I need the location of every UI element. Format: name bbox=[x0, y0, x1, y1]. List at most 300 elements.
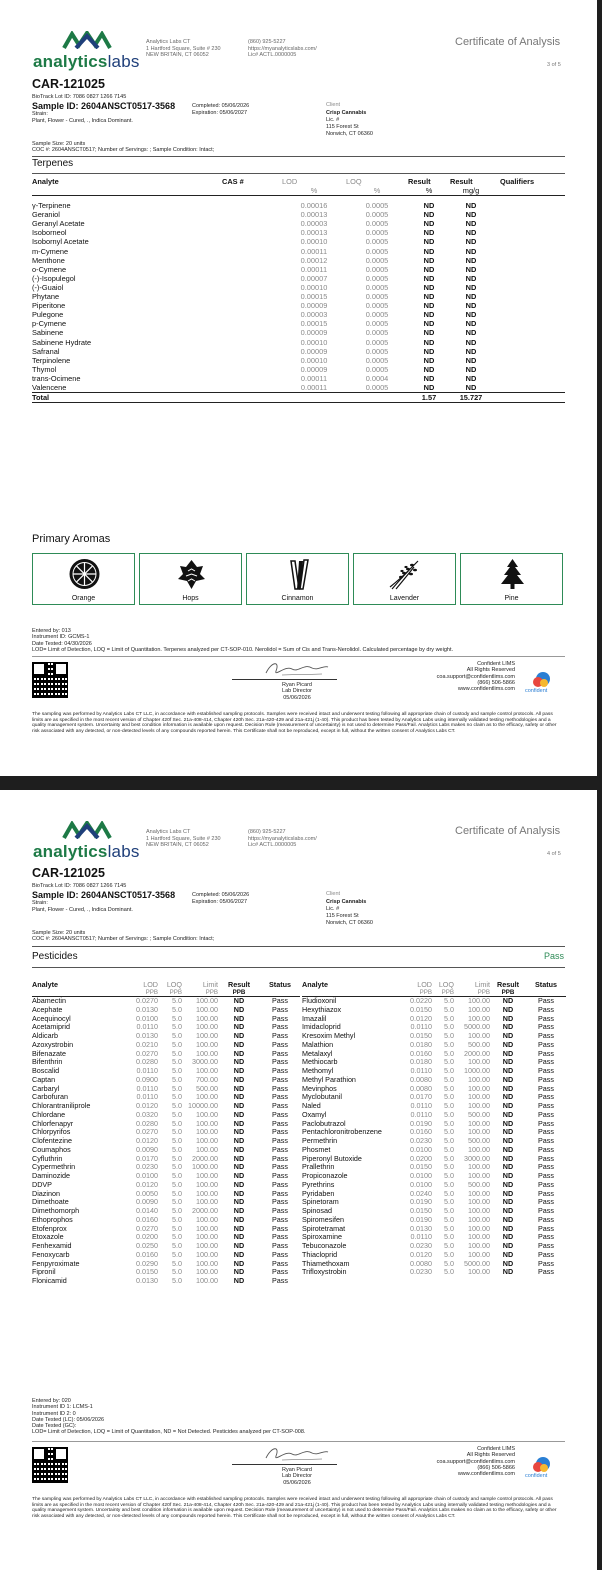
pesticide-analyte: Fipronil bbox=[32, 1267, 56, 1277]
pesticide-row bbox=[32, 1225, 300, 1234]
pesticide-lod: 0.0130 bbox=[136, 1276, 158, 1285]
section-rule bbox=[32, 946, 565, 947]
terpene-result-mg: ND bbox=[465, 273, 477, 283]
terpene-cas bbox=[222, 292, 282, 301]
terpene-analyte: Pulegone bbox=[32, 310, 64, 320]
pesticide-limit: 100.00 bbox=[468, 1171, 490, 1180]
pine-tree-icon bbox=[461, 557, 564, 591]
pesticide-lod: 0.0280 bbox=[136, 1057, 158, 1067]
pesticide-loq: 5.0 bbox=[444, 1267, 454, 1277]
terpene-row bbox=[32, 347, 565, 356]
pesticide-status: Pass bbox=[538, 1066, 554, 1075]
pesticide-row bbox=[302, 1242, 566, 1251]
pesticide-result: ND bbox=[233, 1223, 245, 1233]
confident-email[interactable]: coa.support@confidentlims.com bbox=[436, 1458, 515, 1465]
pesticide-loq: 5.0 bbox=[172, 1232, 182, 1242]
terpene-result-pct: ND bbox=[423, 282, 435, 292]
terpene-result-mg: ND bbox=[465, 210, 477, 220]
pesticide-limit: 100.00 bbox=[468, 1013, 490, 1023]
pesticide-lod: 0.0200 bbox=[410, 1153, 432, 1163]
pesticide-lod: 0.0110 bbox=[410, 1101, 432, 1110]
terpene-analyte: trans-Ocimene bbox=[32, 373, 81, 383]
terpene-row bbox=[32, 256, 565, 265]
terpene-result-mg: ND bbox=[465, 228, 477, 238]
terpene-loq: 0.0005 bbox=[365, 201, 389, 211]
confident-web[interactable]: www.confidentlims.com bbox=[457, 1471, 515, 1478]
pesticide-loq: 5.0 bbox=[172, 1188, 182, 1198]
pesticide-loq: 5.0 bbox=[172, 1214, 182, 1224]
certificate-title: Certificate of Analysis bbox=[455, 36, 561, 48]
pesticide-row bbox=[32, 1058, 300, 1067]
company-address-2: NEW BRITAIN, CT 06052 bbox=[146, 842, 209, 848]
pesticide-analyte: Azoxystrobin bbox=[32, 1039, 74, 1049]
terpene-cas bbox=[222, 265, 282, 274]
pesticide-row bbox=[32, 1050, 300, 1059]
pesticide-lod: 0.0270 bbox=[136, 1127, 158, 1137]
pesticide-loq: 5.0 bbox=[172, 1083, 182, 1093]
page-number: 4 of 5 bbox=[547, 851, 561, 857]
pesticide-loq: 5.0 bbox=[172, 1197, 182, 1207]
pesticide-row bbox=[32, 1277, 300, 1286]
col-analyte: Analyte bbox=[32, 980, 58, 989]
terpene-cas bbox=[222, 301, 282, 310]
pesticide-loq: 5.0 bbox=[444, 1039, 454, 1049]
pesticide-row bbox=[32, 1233, 300, 1242]
pesticide-loq: 5.0 bbox=[444, 1258, 454, 1268]
pesticide-lod: 0.0130 bbox=[136, 1004, 158, 1014]
terpene-row bbox=[32, 365, 565, 374]
pesticide-limit: 100.00 bbox=[468, 1101, 490, 1110]
col-result: Result bbox=[228, 980, 250, 989]
terpene-lod: 0.00015 bbox=[300, 319, 328, 329]
terpene-result-mg: ND bbox=[465, 328, 477, 338]
pesticide-row bbox=[32, 1128, 300, 1137]
pesticide-result: ND bbox=[502, 1258, 514, 1268]
aroma-cinnamon bbox=[246, 553, 349, 605]
terpene-qualifiers bbox=[492, 292, 565, 301]
terpene-result-mg: ND bbox=[465, 255, 477, 265]
pesticide-analyte: Cyfluthrin bbox=[32, 1153, 63, 1163]
pesticide-loq: 5.0 bbox=[172, 1241, 182, 1250]
col-status: Status bbox=[535, 980, 557, 989]
col-qualifiers: Qualifiers bbox=[500, 177, 535, 186]
terpene-result-mg: ND bbox=[465, 319, 477, 329]
terpene-result-pct: ND bbox=[423, 210, 435, 220]
terpene-loq: 0.0005 bbox=[365, 210, 389, 220]
terpene-analyte: Isobornyl Acetate bbox=[32, 237, 89, 247]
terpene-qualifiers bbox=[492, 247, 565, 256]
pesticide-analyte: Malathion bbox=[302, 1039, 334, 1049]
pesticide-result: ND bbox=[233, 1179, 245, 1189]
terpene-row bbox=[32, 210, 565, 219]
pesticide-status: Pass bbox=[538, 1013, 554, 1023]
pesticide-lod: 0.0180 bbox=[410, 1057, 432, 1067]
pesticide-analyte: Spiroxamine bbox=[302, 1232, 342, 1242]
pesticide-analyte: Chlorantraniliprole bbox=[32, 1101, 91, 1110]
pesticide-limit: 1000.00 bbox=[464, 1066, 490, 1075]
client-address-2: Norwich, CT 06360 bbox=[326, 131, 373, 137]
pesticide-limit: 1000.00 bbox=[192, 1162, 218, 1172]
date-tested: Date Tested: 04/30/2026 bbox=[32, 640, 92, 647]
client-address-1: 115 Forest St bbox=[326, 124, 359, 130]
pesticide-status: Pass bbox=[272, 1214, 288, 1224]
terpene-cas bbox=[222, 365, 282, 374]
terpene-qualifiers bbox=[492, 365, 565, 374]
pesticide-status: Pass bbox=[272, 1241, 288, 1250]
pesticide-limit: 100.00 bbox=[468, 1162, 490, 1172]
pesticide-limit: 2000.00 bbox=[464, 1048, 490, 1058]
pesticide-limit: 5000.00 bbox=[464, 1022, 490, 1032]
terpene-analyte: Phytane bbox=[32, 292, 60, 302]
pesticide-analyte: Abamectin bbox=[32, 996, 66, 1005]
pesticide-result: ND bbox=[233, 1188, 245, 1198]
pesticide-lod: 0.0090 bbox=[136, 1197, 158, 1207]
pesticide-result: ND bbox=[233, 996, 245, 1005]
pesticide-lod: 0.0230 bbox=[410, 1267, 432, 1277]
pesticide-limit: 100.00 bbox=[196, 1223, 218, 1233]
confident-rights: All Rights Reserved bbox=[466, 1452, 515, 1459]
pesticide-status: Pass bbox=[538, 1197, 554, 1207]
pesticide-row bbox=[302, 997, 566, 1006]
pesticide-status: Pass bbox=[538, 996, 554, 1005]
terpene-analyte: Sabinene bbox=[32, 328, 64, 338]
pesticide-limit: 2000.00 bbox=[192, 1206, 218, 1215]
pesticide-loq: 5.0 bbox=[172, 1136, 182, 1145]
pesticide-loq: 5.0 bbox=[172, 1013, 182, 1023]
terpene-qualifiers bbox=[492, 328, 565, 337]
terpene-analyte: o-Cymene bbox=[32, 264, 67, 274]
terpene-row bbox=[32, 265, 565, 274]
confident-email[interactable]: coa.support@confidentlims.com bbox=[436, 673, 515, 680]
confident-rights: All Rights Reserved bbox=[466, 667, 515, 674]
pesticide-result: ND bbox=[233, 1101, 245, 1110]
pesticide-limit: 100.00 bbox=[468, 1004, 490, 1014]
pesticide-row bbox=[302, 1050, 566, 1059]
pesticide-row bbox=[32, 1146, 300, 1155]
qr-code-icon[interactable] bbox=[32, 662, 68, 698]
terpene-qualifiers bbox=[492, 319, 565, 328]
terpene-cas bbox=[222, 310, 282, 319]
pesticide-lod: 0.0160 bbox=[136, 1214, 158, 1224]
terpene-cas bbox=[222, 237, 282, 246]
terpene-loq: 0.0005 bbox=[365, 237, 389, 247]
pesticide-analyte: Aldicarb bbox=[32, 1031, 58, 1040]
col-loq: LOQ bbox=[346, 177, 362, 186]
pesticide-limit: 100.00 bbox=[196, 1188, 218, 1198]
aroma-lavender bbox=[353, 553, 456, 605]
terpene-qualifiers bbox=[492, 310, 565, 319]
pesticide-result: ND bbox=[502, 1031, 514, 1040]
col-limit: Limit bbox=[474, 980, 490, 989]
terpene-loq: 0.0005 bbox=[365, 264, 389, 274]
pesticides-table-left bbox=[32, 980, 300, 1286]
pesticide-analyte: Chlordane bbox=[32, 1109, 66, 1119]
pesticide-lod: 0.0130 bbox=[410, 1223, 432, 1233]
biotrack-id: BioTrack Lot ID: 7086 0827 1266 7145 bbox=[32, 94, 127, 100]
company-name: Analytics Labs CT bbox=[146, 39, 191, 45]
terpene-cas bbox=[222, 347, 282, 356]
pesticide-lod: 0.0080 bbox=[410, 1258, 432, 1268]
terpene-qualifiers bbox=[492, 219, 565, 228]
contact-block bbox=[248, 829, 317, 849]
confident-phone: (866) 506-5866 bbox=[477, 679, 515, 686]
terpene-loq: 0.0004 bbox=[365, 373, 389, 383]
client-address-1: 115 Forest St bbox=[326, 913, 359, 919]
terpene-qualifiers bbox=[492, 347, 565, 356]
pesticide-result: ND bbox=[233, 1144, 245, 1154]
pesticide-lod: 0.0170 bbox=[410, 1092, 432, 1102]
pesticide-loq: 5.0 bbox=[172, 1276, 182, 1285]
signature-line bbox=[232, 679, 337, 680]
terpene-qualifiers bbox=[492, 301, 565, 310]
pesticide-result: ND bbox=[233, 1136, 245, 1145]
pesticide-analyte: Thiacloprid bbox=[302, 1249, 338, 1259]
pesticide-row bbox=[302, 1041, 566, 1050]
pesticide-analyte: Carbaryl bbox=[32, 1083, 60, 1093]
pesticide-status: Pass bbox=[272, 1004, 288, 1014]
terpene-analyte: Sabinene Hydrate bbox=[32, 337, 92, 347]
pesticide-loq: 5.0 bbox=[172, 1206, 182, 1215]
terpene-lod: 0.00003 bbox=[300, 310, 328, 320]
test-meta bbox=[32, 628, 453, 653]
section-rule bbox=[32, 173, 565, 174]
pesticide-result: ND bbox=[502, 1206, 514, 1215]
pesticide-analyte: Etofenprox bbox=[32, 1223, 67, 1233]
total-label: Total bbox=[32, 393, 50, 403]
terpene-cas bbox=[222, 210, 282, 219]
pesticide-analyte: Chlorfenapyr bbox=[32, 1118, 74, 1128]
pesticide-limit: 100.00 bbox=[196, 1109, 218, 1119]
pesticide-row bbox=[302, 1058, 566, 1067]
terpene-lod: 0.00010 bbox=[300, 237, 328, 247]
pesticide-analyte: Paclobutrazol bbox=[302, 1118, 346, 1128]
date-tested-lc: Date Tested (LC): 05/06/2026 bbox=[32, 1416, 105, 1423]
terpene-row bbox=[32, 383, 565, 393]
pesticide-analyte: Metalaxyl bbox=[302, 1048, 333, 1058]
unit-loq: % bbox=[373, 186, 381, 195]
terpene-row bbox=[32, 283, 565, 292]
terpene-cas bbox=[222, 274, 282, 283]
pesticide-limit: 100.00 bbox=[196, 1197, 218, 1207]
pesticide-analyte: Myclobutanil bbox=[302, 1092, 342, 1102]
terpene-cas bbox=[222, 319, 282, 328]
lod-note: LOD= Limit of Detection, LOQ = Limit of Quantitation. Terpenes analyzed per CT-SOP-010. Nerolidol = Sum of Cis and Trans-Nerolidol. Calculated percentage by dry weight. bbox=[32, 646, 454, 653]
pesticide-row bbox=[32, 1015, 300, 1024]
client-label: Client bbox=[326, 102, 341, 108]
terpene-qualifiers bbox=[492, 274, 565, 283]
pesticide-row bbox=[302, 1268, 566, 1277]
pesticide-lod: 0.0250 bbox=[136, 1241, 158, 1250]
pesticide-limit: 100.00 bbox=[468, 1144, 490, 1154]
pesticide-limit: 100.00 bbox=[468, 1031, 490, 1040]
terpene-lod: 0.00010 bbox=[300, 337, 328, 347]
pesticide-loq: 5.0 bbox=[172, 1004, 182, 1014]
pesticide-loq: 5.0 bbox=[172, 1144, 182, 1154]
pesticide-result: ND bbox=[233, 1057, 245, 1067]
terpene-analyte: Isoborneol bbox=[32, 228, 67, 238]
terpene-lod: 0.00010 bbox=[300, 355, 328, 365]
pesticide-result: ND bbox=[233, 1013, 245, 1023]
confident-logo-icon bbox=[531, 670, 551, 690]
col-loq: LOQ bbox=[438, 980, 454, 989]
pesticide-limit: 500.00 bbox=[468, 1179, 490, 1189]
pesticide-lod: 0.0240 bbox=[410, 1188, 432, 1198]
pesticide-loq: 5.0 bbox=[172, 1066, 182, 1075]
car-number: CAR-121025 bbox=[32, 77, 105, 91]
pesticide-row bbox=[302, 1198, 566, 1207]
terpene-result-mg: ND bbox=[465, 282, 477, 292]
pesticide-status: Pass bbox=[538, 1267, 554, 1277]
pesticide-status: Pass bbox=[272, 1267, 288, 1277]
pesticide-status: Pass bbox=[538, 1048, 554, 1058]
terpene-row bbox=[32, 292, 565, 301]
pesticide-lod: 0.0080 bbox=[410, 1074, 432, 1084]
client-license: Lic. # bbox=[326, 906, 340, 912]
pesticide-status: Pass bbox=[272, 1066, 288, 1075]
pesticide-analyte: Acetamiprid bbox=[32, 1022, 70, 1032]
terpene-result-mg: ND bbox=[465, 292, 477, 302]
pesticide-loq: 5.0 bbox=[444, 1031, 454, 1040]
pesticide-row bbox=[32, 1067, 300, 1076]
pesticide-status: Pass bbox=[272, 1013, 288, 1023]
terpene-row bbox=[32, 201, 565, 210]
pesticide-loq: 5.0 bbox=[172, 1031, 182, 1040]
pesticide-lod: 0.0150 bbox=[410, 1162, 432, 1172]
pesticide-result: ND bbox=[502, 1004, 514, 1014]
pesticide-status: Pass bbox=[272, 1276, 288, 1285]
pesticide-result: ND bbox=[502, 996, 514, 1005]
terpene-lod: 0.00013 bbox=[300, 228, 328, 238]
pesticide-limit: 100.00 bbox=[468, 1092, 490, 1102]
pesticide-row bbox=[32, 1268, 300, 1277]
terpene-analyte: (-)-Guaiol bbox=[32, 282, 64, 292]
pesticide-result: ND bbox=[502, 1022, 514, 1032]
terpene-cas bbox=[222, 247, 282, 256]
section-title-pesticides: Pesticides bbox=[32, 951, 78, 962]
page-number: 3 of 5 bbox=[547, 62, 561, 68]
pesticide-result: ND bbox=[233, 1031, 245, 1040]
pesticide-lod: 0.0230 bbox=[410, 1241, 432, 1250]
pesticide-status: Pass bbox=[538, 1057, 554, 1067]
pesticide-analyte: Permethrin bbox=[302, 1136, 338, 1145]
pesticide-analyte: Trifloxystrobin bbox=[302, 1267, 347, 1277]
pesticide-status: Pass bbox=[538, 1162, 554, 1172]
aroma-label: Pine bbox=[504, 595, 519, 602]
pesticide-lod: 0.0150 bbox=[410, 1031, 432, 1040]
pesticide-lod: 0.0220 bbox=[410, 996, 432, 1005]
terpene-analyte: Thymol bbox=[32, 364, 57, 374]
terpene-result-mg: ND bbox=[465, 373, 477, 383]
terpene-cas bbox=[222, 328, 282, 337]
coa-page-4 bbox=[0, 790, 597, 1570]
pesticide-limit: 100.00 bbox=[196, 1127, 218, 1137]
pesticide-limit: 100.00 bbox=[196, 1267, 218, 1277]
pesticide-limit: 100.00 bbox=[468, 1223, 490, 1233]
unit-result: PPB bbox=[501, 989, 515, 996]
pesticide-loq: 5.0 bbox=[172, 1179, 182, 1189]
sample-size: Sample Size: 20 units bbox=[32, 930, 86, 936]
terpene-row bbox=[32, 237, 565, 246]
terpene-row bbox=[32, 356, 565, 365]
pesticide-status: Pass bbox=[538, 1179, 554, 1189]
signatory-name: Ryan Picard bbox=[282, 1467, 312, 1473]
terpene-analyte: Geraniol bbox=[32, 210, 60, 220]
signatory-title: Lab Director bbox=[282, 1473, 312, 1480]
pesticide-row bbox=[302, 1032, 566, 1041]
pesticide-loq: 5.0 bbox=[444, 1206, 454, 1215]
pesticide-loq: 5.0 bbox=[172, 1127, 182, 1137]
pesticide-loq: 5.0 bbox=[444, 1022, 454, 1032]
pesticide-status: Pass bbox=[272, 1031, 288, 1040]
pesticide-loq: 5.0 bbox=[172, 1223, 182, 1233]
pesticide-row bbox=[302, 1102, 566, 1111]
confident-web[interactable]: www.confidentlims.com bbox=[457, 686, 515, 693]
pesticide-limit: 100.00 bbox=[196, 1022, 218, 1032]
terpene-result-pct: ND bbox=[423, 310, 435, 320]
terpene-loq: 0.0005 bbox=[365, 282, 389, 292]
pesticide-loq: 5.0 bbox=[444, 1127, 454, 1137]
car-number: CAR-121025 bbox=[32, 866, 105, 880]
pesticide-result: ND bbox=[502, 1153, 514, 1163]
company-website[interactable]: https://myanalyticslabs.com/ bbox=[248, 835, 317, 842]
signature-date: 05/06/2026 bbox=[283, 1479, 311, 1486]
pesticide-status: Pass bbox=[272, 1057, 288, 1067]
pesticide-status: Pass bbox=[538, 1232, 554, 1242]
total-mg: 15.727 bbox=[459, 393, 483, 403]
pesticide-result: ND bbox=[502, 1188, 514, 1198]
terpene-qualifiers bbox=[492, 383, 565, 393]
terpene-result-mg: ND bbox=[465, 355, 477, 365]
pesticide-analyte: Imidacloprid bbox=[302, 1022, 341, 1032]
pesticide-status: Pass bbox=[538, 1083, 554, 1093]
terpene-row bbox=[32, 310, 565, 319]
pesticide-row bbox=[32, 1216, 300, 1225]
confident-name: Confident LIMS bbox=[477, 1446, 515, 1452]
pesticides-table-right bbox=[302, 980, 566, 1277]
terpene-lod: 0.00009 bbox=[300, 364, 328, 374]
pesticide-result: ND bbox=[502, 1171, 514, 1180]
pesticide-analyte: Prallethrin bbox=[302, 1162, 335, 1172]
pesticide-loq: 5.0 bbox=[444, 1144, 454, 1154]
coa-page-3 bbox=[0, 0, 597, 776]
terpene-row bbox=[32, 319, 565, 328]
pesticide-row bbox=[32, 1163, 300, 1172]
pesticide-result: ND bbox=[502, 1074, 514, 1084]
pesticide-lod: 0.0210 bbox=[136, 1039, 158, 1049]
orange-icon bbox=[33, 557, 136, 591]
pesticide-result: ND bbox=[502, 1241, 514, 1250]
pesticide-status: Pass bbox=[538, 1136, 554, 1145]
terpenes-header-row bbox=[32, 177, 565, 186]
unit-lod: PPB bbox=[145, 989, 158, 996]
terpene-qualifiers bbox=[492, 338, 565, 347]
pesticide-result: ND bbox=[233, 1066, 245, 1075]
pesticide-loq: 5.0 bbox=[444, 1013, 454, 1023]
company-website[interactable]: https://myanalyticslabs.com/ bbox=[248, 45, 317, 52]
terpene-result-pct: ND bbox=[423, 382, 435, 392]
terpene-lod: 0.00011 bbox=[300, 373, 328, 383]
confident-brand: confident bbox=[525, 688, 548, 694]
pesticide-loq: 5.0 bbox=[444, 1074, 454, 1084]
qr-code-icon[interactable] bbox=[32, 1447, 68, 1483]
pesticide-result: ND bbox=[233, 1162, 245, 1172]
pesticide-status: Pass bbox=[538, 1214, 554, 1224]
pesticide-lod: 0.0100 bbox=[136, 1013, 158, 1023]
pesticide-limit: 500.00 bbox=[468, 1109, 490, 1119]
pesticide-limit: 100.00 bbox=[468, 1214, 490, 1224]
biotrack-id: BioTrack Lot ID: 7086 0827 1266 7145 bbox=[32, 883, 127, 889]
pesticide-limit: 100.00 bbox=[196, 1039, 218, 1049]
